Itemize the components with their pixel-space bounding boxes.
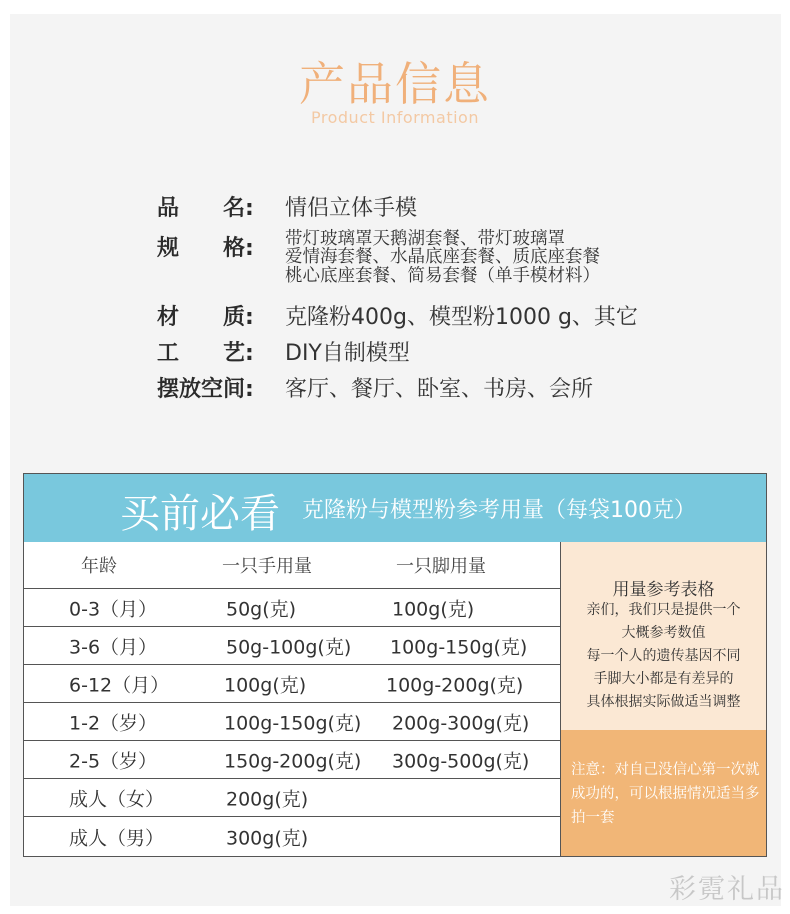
reference-line: 具体根据实际做适当调整 (586, 694, 741, 710)
watermark: 彩霓礼品 (669, 874, 785, 905)
spec-space-value: 客厅、餐厅、卧室、书房、会所 (285, 377, 594, 402)
table-row (24, 703, 560, 741)
cell-age: 2-5（岁） (69, 750, 158, 772)
header-age: 年龄 (81, 556, 117, 577)
reference-line: 亲们，我们只是提供一个 (586, 602, 741, 618)
usage-banner (24, 474, 766, 542)
header-hand: 一只手用量 (222, 556, 312, 577)
attention-note-box (561, 730, 766, 856)
cell-age: 3-6（月） (69, 636, 158, 658)
table-row (24, 627, 560, 665)
cell-hand: 200g(克) (226, 788, 309, 810)
spec-name-label: 品 名: (157, 196, 254, 221)
cell-hand: 100g(克) (224, 674, 307, 696)
spec-spec-line: 带灯玻璃罩天鹅湖套餐、带灯玻璃罩 (285, 229, 565, 249)
cell-hand: 50g-100g(克) (226, 636, 352, 658)
header-foot: 一只脚用量 (396, 556, 486, 577)
banner-title: 买前必看 (120, 491, 280, 537)
cell-foot: 300g-500g(克) (392, 750, 530, 772)
section-title: 产品信息 (299, 57, 491, 111)
cell-age: 0-3（月） (69, 598, 158, 620)
spec-name-value: 情侣立体手模 (285, 196, 418, 221)
usage-grid (24, 542, 560, 856)
reference-line: 每一个人的遗传基因不同 (586, 648, 741, 664)
cell-foot: 100g-200g(克) (386, 674, 524, 696)
spec-material-label: 材 质: (157, 305, 254, 330)
spec-space-label: 摆放空间: (157, 377, 254, 402)
spec-spec-label: 规 格: (157, 236, 254, 261)
table-row (24, 741, 560, 779)
cell-age: 6-12（月） (69, 674, 170, 696)
section-subtitle: Product Information (311, 108, 479, 127)
spec-craft-value: DIY自制模型 (285, 341, 410, 366)
cell-foot: 200g-300g(克) (392, 712, 530, 734)
reference-note-box (561, 542, 766, 730)
reference-title: 用量参考表格 (612, 580, 715, 600)
table-row (24, 665, 560, 703)
cell-age: 1-2（岁） (69, 712, 158, 734)
cell-age: 成人（女） (69, 788, 165, 810)
cell-hand: 150g-200g(克) (224, 750, 362, 772)
spec-spec-line: 桃心底座套餐、简易套餐（单手模材料） (285, 266, 600, 286)
cell-hand: 100g-150g(克) (224, 712, 362, 734)
spec-spec-line: 爱情海套餐、水晶底座套餐、质底座套餐 (285, 247, 600, 267)
attention-note: 注意：对自己没信心第一次就成功的，可以根据情况适当多拍一套 (571, 762, 760, 826)
cell-foot: 100g(克) (392, 598, 475, 620)
cell-hand: 300g(克) (226, 827, 309, 849)
reference-line: 大概参考数值 (621, 625, 706, 641)
cell-hand: 50g(克) (226, 598, 297, 620)
spec-craft-label: 工 艺: (157, 341, 254, 366)
usage-table (23, 473, 767, 857)
spec-material-value: 克隆粉400g、模型粉1000 g、其它 (285, 305, 638, 330)
reference-line: 手脚大小都是有差异的 (593, 671, 734, 687)
reference-text (561, 599, 766, 714)
cell-foot: 100g-150g(克) (390, 636, 528, 658)
table-row (24, 589, 560, 627)
cell-age: 成人（男） (69, 827, 165, 849)
table-row (24, 817, 560, 856)
table-header-row (24, 542, 560, 589)
banner-subtitle: 克隆粉与模型粉参考用量（每袋100克） (302, 498, 696, 523)
table-row (24, 779, 560, 817)
